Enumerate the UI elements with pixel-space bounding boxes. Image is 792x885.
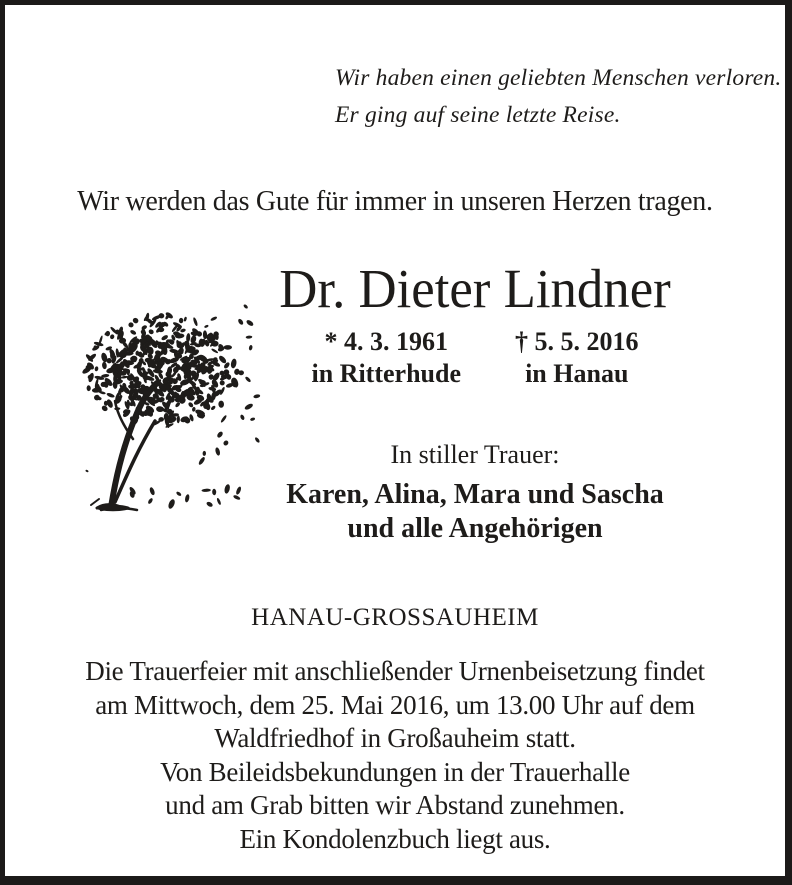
birth-place: in Ritterhude — [311, 359, 461, 388]
mourners-names — [85, 478, 792, 546]
life-dates — [85, 326, 792, 390]
funeral-details-line: Die Trauerfeier mit anschließender Urnenbeisetzung findet — [85, 656, 705, 686]
mourners-line2: und alle Angehörigen — [347, 513, 603, 544]
mourning-heading: In stiller Trauer: — [390, 440, 560, 469]
funeral-details-line: Ein Kondolenzbuch liegt aus. — [239, 823, 551, 854]
death-place: in Hanau — [525, 359, 629, 388]
funeral-details-line: am Mittwoch, dem 25. Mai 2016, um 13.00 Uhr auf dem — [95, 689, 695, 720]
funeral-details-line: Von Beileidsbekundungen in der Trauerhalle — [160, 756, 630, 787]
death-date: 5. 5. 2016 — [534, 327, 639, 356]
mourners-line1: Karen, Alina, Mara und Sascha — [286, 479, 664, 510]
birth-symbol: * — [324, 327, 338, 356]
birth-date: 4. 3. 1961 — [344, 327, 448, 356]
funeral-details-line: und am Grab bitten wir Abstand zunehmen. — [165, 790, 625, 820]
intro-quote-line1: Wir haben einen geliebten Menschen verloren. — [335, 65, 782, 91]
funeral-details — [5, 655, 785, 856]
birth-column — [312, 326, 462, 390]
funeral-details-line: Waldfriedhof in Großauheim statt. — [214, 723, 576, 753]
motto-line: Wir werden das Gute für immer in unseren Herzen tragen. — [77, 186, 713, 217]
death-date-line — [515, 326, 639, 358]
intro-quote-line2: Er ging auf seine letzte Reise. — [335, 102, 621, 128]
birth-date-line — [312, 326, 462, 358]
death-cross-symbol: † — [515, 327, 528, 356]
death-column — [515, 326, 639, 390]
intro-quote — [335, 60, 781, 134]
location-line: HANAU-GROSSAUHEIM — [251, 604, 539, 631]
deceased-name: Dr. Dieter Lindner — [279, 258, 671, 319]
